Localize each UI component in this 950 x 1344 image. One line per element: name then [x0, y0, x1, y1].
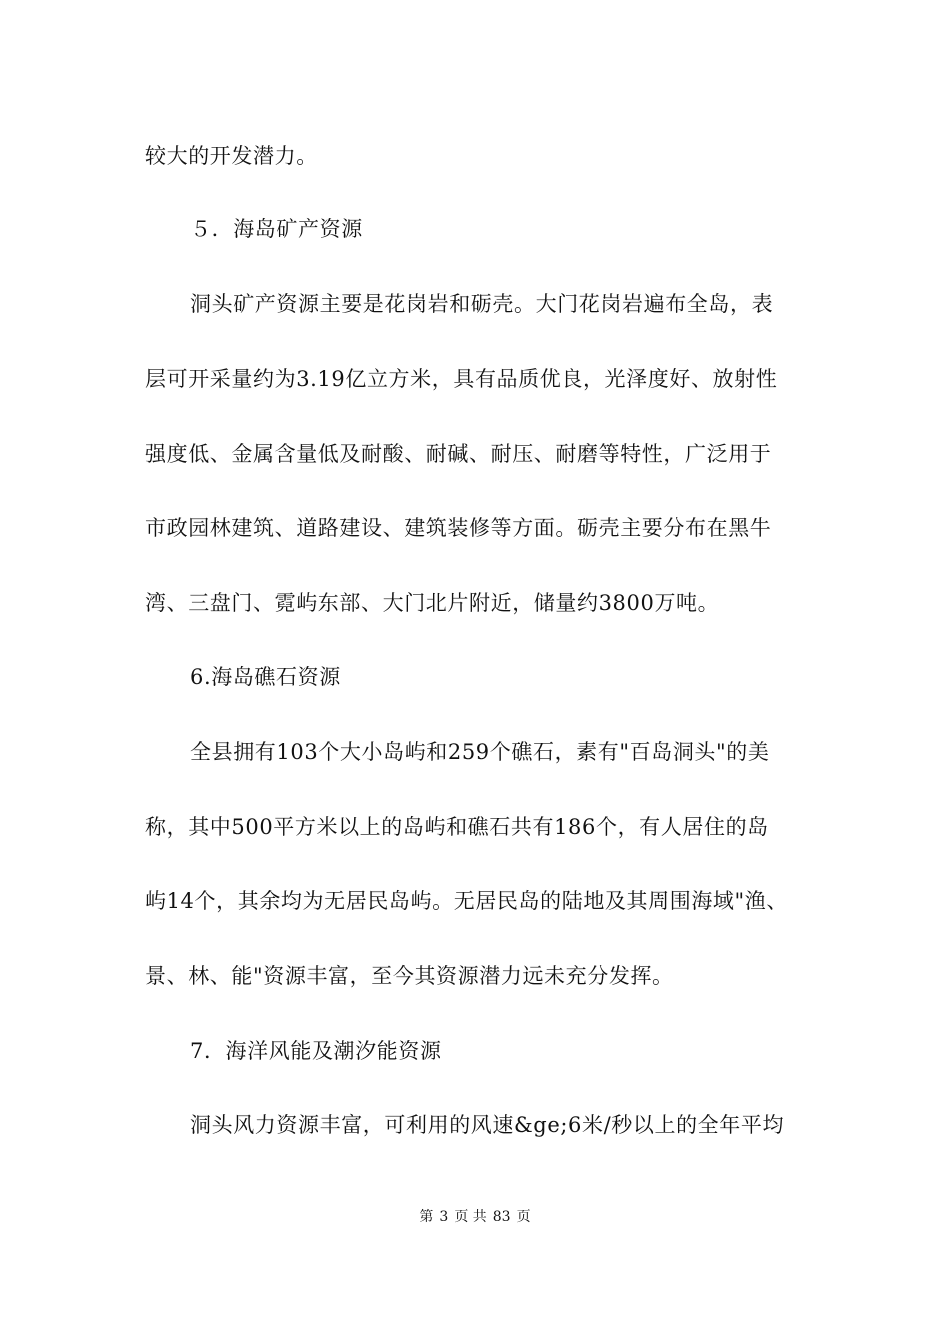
text-line: 强度低、金属含量低及耐酸、耐碱、耐压、耐磨等特性，广泛用于 [145, 442, 772, 466]
section-heading-wind-tidal-energy: 7．海洋风能及潮汐能资源 [190, 1039, 442, 1063]
text-line: 较大的开发潜力。 [145, 144, 318, 168]
total-page-count: 83 [492, 1209, 511, 1225]
section-heading-mineral-resources: ５．海岛矿产资源 [190, 217, 363, 241]
footer-prefix: 第 [419, 1209, 434, 1225]
text-line: 景、林、能"资源丰富，至今其资源潜力远未充分发挥。 [145, 964, 674, 988]
text-line: 称，其中500平方米以上的岛屿和礁石共有186个，有人居住的岛 [145, 815, 769, 839]
text-line: 洞头矿产资源主要是花岗岩和砺壳。大门花岗岩遍布全岛，表 [190, 292, 774, 316]
text-line: 市政园林建筑、道路建设、建筑装修等方面。砺壳主要分布在黑牛 [145, 516, 772, 540]
page-footer [0, 1207, 950, 1227]
text-line: 屿14个，其余均为无居民岛屿。无居民岛的陆地及其周围海域"渔、 [145, 889, 788, 913]
section-heading-reef-resources: 6.海岛礁石资源 [190, 665, 341, 689]
text-line: 层可开采量约为3.19亿立方米，具有品质优良，光泽度好、放射性 [145, 367, 778, 391]
text-line: 湾、三盘门、霓屿东部、大门北片附近，储量约3800万吨。 [145, 591, 720, 615]
footer-middle: 页 共 [454, 1209, 487, 1225]
footer-suffix: 页 [516, 1209, 531, 1225]
text-line: 洞头风力资源丰富，可利用的风速&ge;6米/秒以上的全年平均 [190, 1113, 785, 1137]
current-page-number: 3 [439, 1209, 449, 1225]
text-line: 全县拥有103个大小岛屿和259个礁石，素有"百岛洞头"的美 [190, 740, 770, 764]
